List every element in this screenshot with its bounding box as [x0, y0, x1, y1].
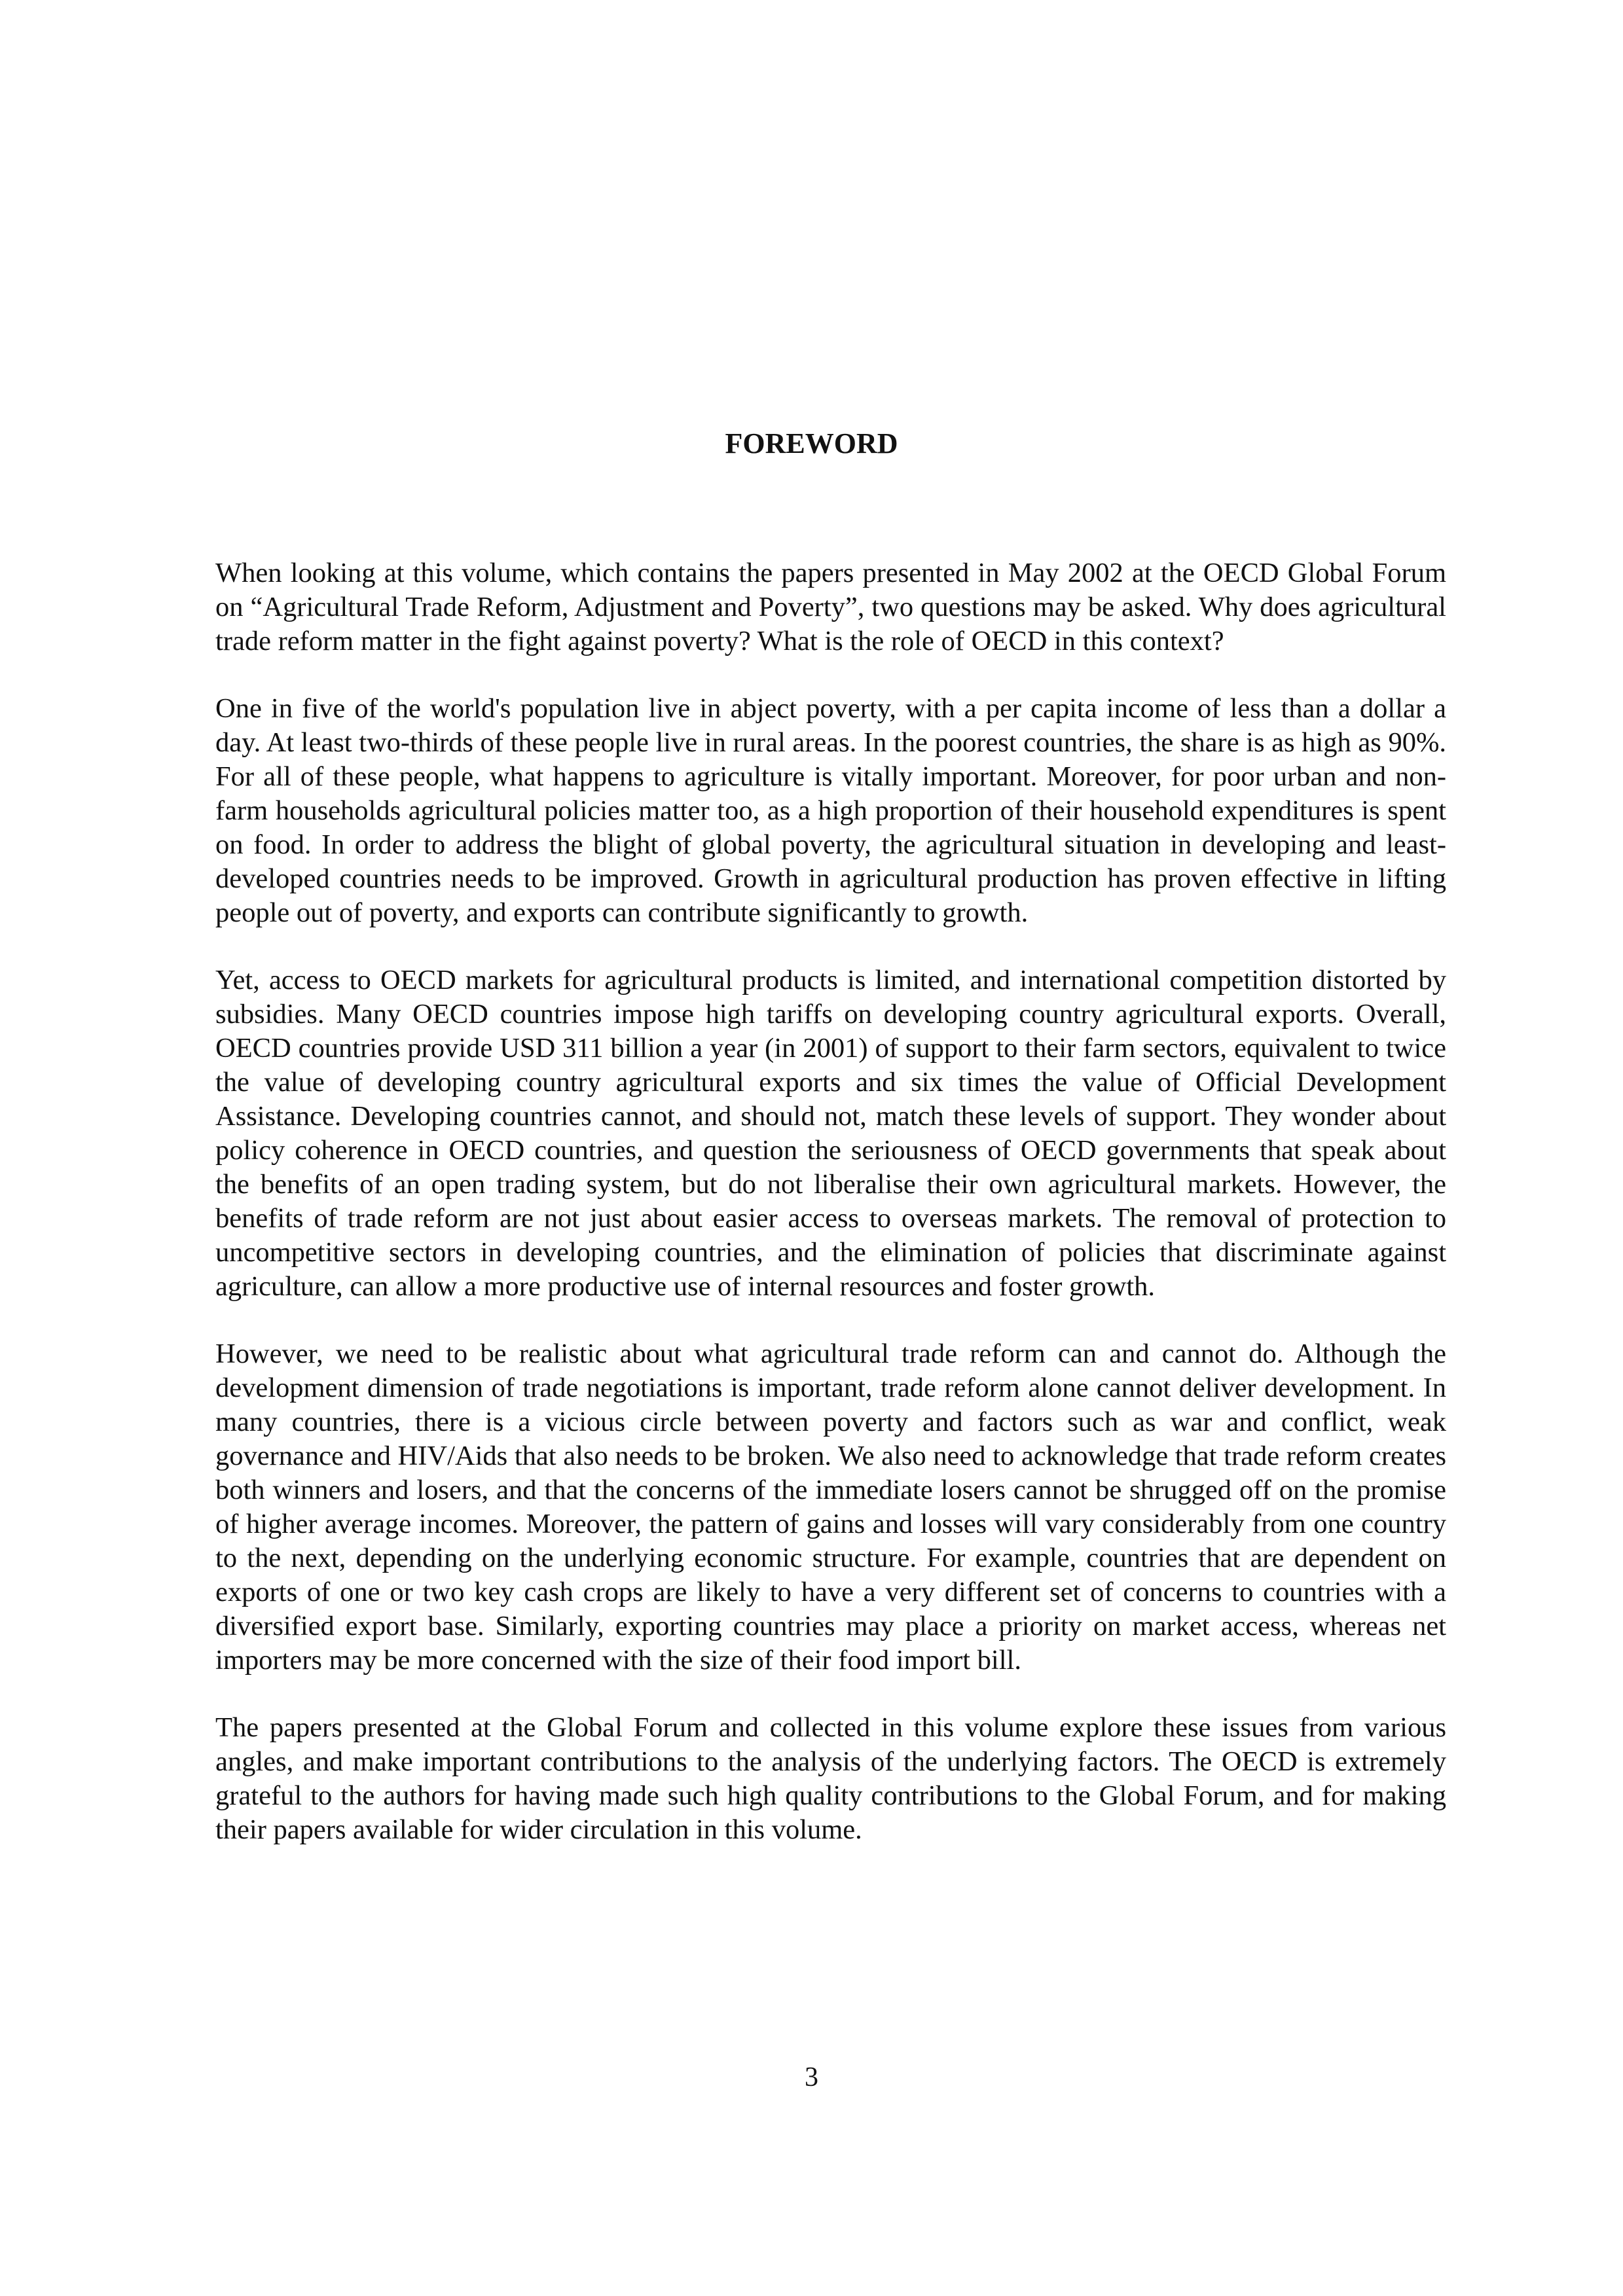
paragraph-market-access: Yet, access to OECD markets for agricultural products is limited, and international competition distorted by subsidies. Many OECD countries impose high tariffs on developing country agricultural exports. Overall, OECD countries provide USD 311 billion a year (in 2001) of support to their farm sectors, equivalent to twice the value of developing country agricultural exports and six times the value of Official Development Assistance. Developing countries cannot, and should not, match these levels of support. They wonder about policy coherence in OECD countries, and question the seriousness of OECD governments that speak about the benefits of an open trading system, but do not liberalise their own agricultural markets. However, the benefits of trade reform are not just about easier access to overseas markets. The removal of protection to uncompetitive sectors in developing countries, and the elimination of policies that discriminate against agriculture, can allow a more productive use of internal resources and foster growth. — [215, 965, 1446, 1302]
paragraph-intro: When looking at this volume, which contains the papers presented in May 2002 at the OECD Global Forum on “Agricultural Trade Reform, Adjustment and Poverty”, two questions may be asked. Why does agricultural trade reform matter in the fight against poverty? What is the role of OECD in this context? — [215, 558, 1446, 656]
foreword-body — [215, 556, 1446, 1880]
paragraph-realism: However, we need to be realistic about what agricultural trade reform can and cannot do. Although the development dimension of trade negotiations is important, trade reform alone cannot deliver development. In many countries, there is a vicious circle between poverty and factors such as war and conflict, weak governance and HIV/Aids that also needs to be broken. We also need to acknowledge that trade reform creates both winners and losers, and that the concerns of the immediate losers cannot be shrugged off on the promise of higher average incomes. Moreover, the pattern of gains and losses will vary considerably from one country to the next, depending on the underlying economic structure. For example, countries that are dependent on exports of one or two key cash crops are likely to have a very different set of concerns to countries with a diversified export base. Similarly, exporting countries may place a priority on market access, whereas net importers may be more concerned with the size of their food import bill. — [215, 1338, 1446, 1676]
paragraph-acknowledgement: The papers presented at the Global Forum and collected in this volume explore these issues from various angles, and make important contributions to the analysis of the underlying factors. The OECD is extremely grateful to the authors for having made such high quality contributions to the Global Forum, and for making their papers available for wider circulation in this volume. — [215, 1712, 1446, 1845]
page-number: 3 — [805, 2062, 818, 2092]
page-title: FOREWORD — [725, 427, 898, 459]
paragraph-poverty: One in five of the world's population live in abject poverty, with a per capita income of less than a dollar a day. At least two-thirds of these people live in rural areas. In the poorest countries, the share is as high as 90%. For all of these people, what happens to agriculture is vitally important. Moreover, for poor urban and non-farm households agricultural policies matter too, as a high proportion of their household expenditures is spent on food. In order to address the blight of global poverty, the agricultural situation in developing and least-developed countries needs to be improved. Growth in agricultural production has proven effective in lifting people out of poverty, and exports can contribute significantly to growth. — [215, 693, 1446, 928]
